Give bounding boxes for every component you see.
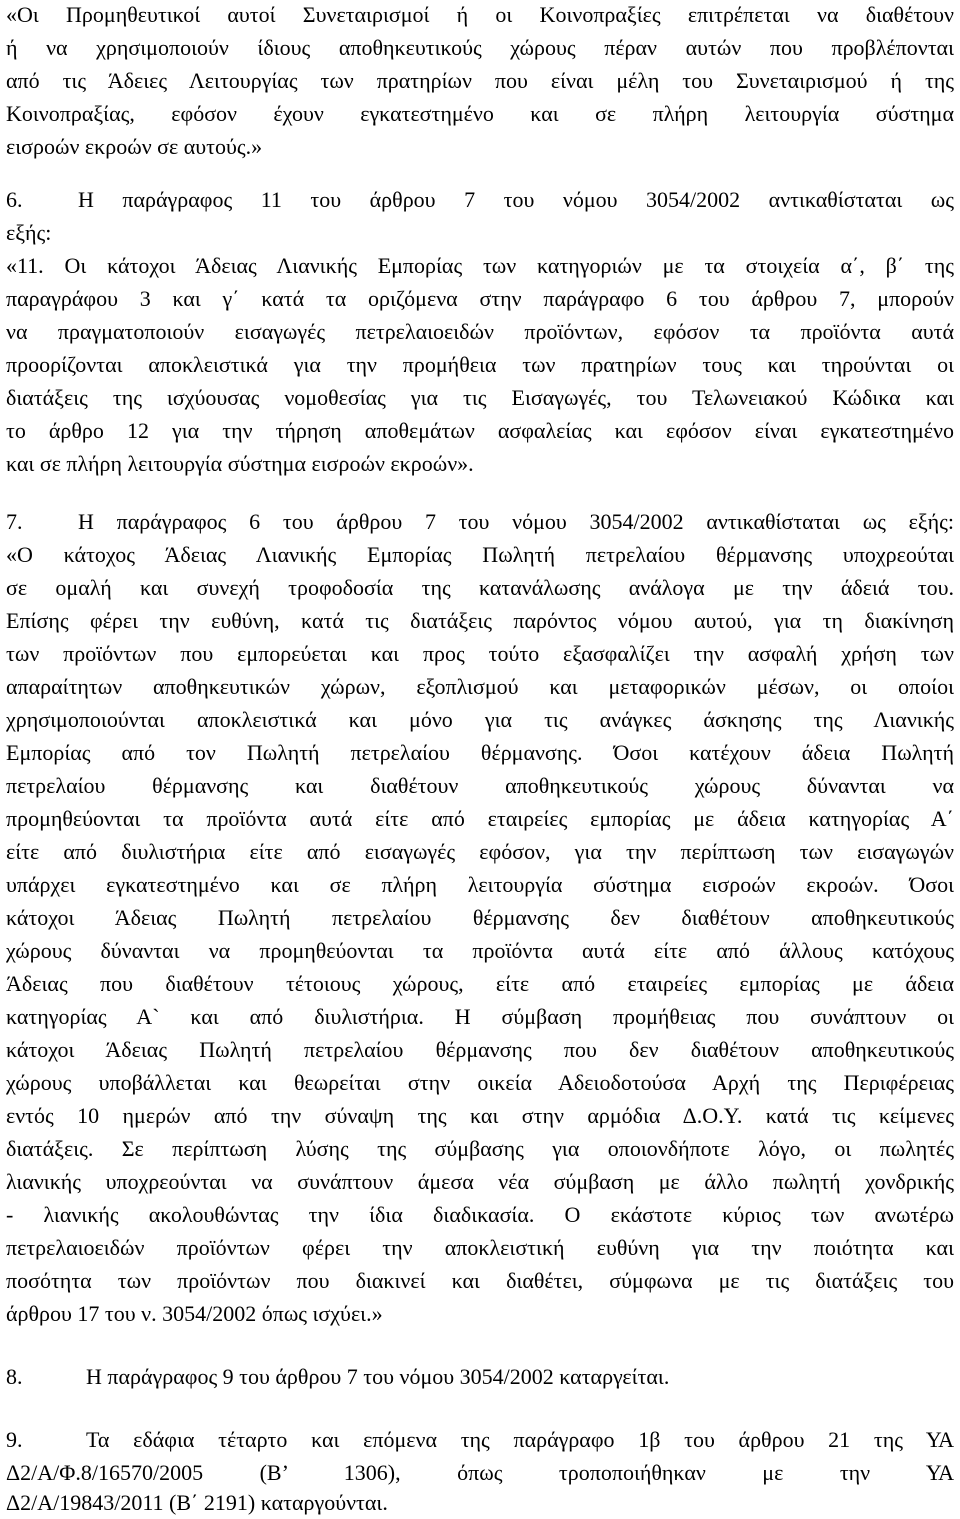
paragraph-line: εισροών εκροών σε αυτούς.» <box>6 134 263 159</box>
item-6-heading <box>6 185 954 215</box>
item-number: 9. <box>6 1427 23 1452</box>
paragraph-line: σε ομαλή και συνεχή τροφοδοσία της κατανάλωσης ανάλογα με την άδειά του. <box>6 575 954 600</box>
item-number: 6. <box>6 187 23 212</box>
item-text: Τα εδάφια τέταρτο και επόμενα της παράγραφο 1β του άρθρου 21 της ΥΑ <box>86 1427 954 1452</box>
paragraph-line: εξής: <box>6 220 52 245</box>
paragraph-line: το άρθρο 12 για την τήρηση αποθεμάτων ασφαλείας και εφόσον είναι εγκατεστημένο <box>6 418 954 443</box>
item-heading-text: Η παράγραφος 11 του άρθρου 7 του νόμου 3054/2002 αντικαθίσταται ως <box>78 187 954 212</box>
item-9-heading <box>6 1425 954 1455</box>
paragraph-line: κατηγορίας Α` και από διυλιστήρια. Η σύμβαση προμήθειας που συνάπτουν οι <box>6 1004 954 1029</box>
paragraph-line: διατάξεις. Σε περίπτωση λύσης της σύμβασης για οποιονδήποτε λόγο, οι πωλητές <box>6 1136 954 1161</box>
paragraph-line: κάτοχοι Άδειας Πωλητή πετρελαίου θέρμανσης που δεν διαθέτουν αποθηκευτικούς <box>6 1037 954 1062</box>
paragraph-line: άρθρου 17 του ν. 3054/2002 όπως ισχύει.» <box>6 1301 383 1326</box>
paragraph-line: και σε πλήρη λειτουργία σύστημα εισροών εκροών». <box>6 451 474 476</box>
paragraph-line: χρησιμοποιούνται αποκλειστικά και μόνο για τις ανάγκες άσκησης της Λιανικής <box>6 707 954 732</box>
item-number: 8. <box>6 1364 23 1389</box>
paragraph-line: χώρους υποβάλλεται και θεωρείται στην οικεία Αδειοδοτούσα Αρχή της Περιφέρειας <box>6 1070 954 1095</box>
paragraph-line: «11. Οι κάτοχοι Άδειας Λιανικής Εμπορίας των κατηγοριών με τα στοιχεία α΄, β΄ της <box>6 253 954 278</box>
paragraph-line: πετρελαιοειδών προϊόντων φέρει την αποκλειστική ευθύνη για την ποιότητα και <box>6 1235 954 1260</box>
paragraph-line: Κοινοπραξίας, εφόσον έχουν εγκατεστημένο και σε πλήρη λειτουργία σύστημα <box>6 101 954 126</box>
paragraph-line: «Ο κάτοχος Άδειας Λιανικής Εμπορίας Πωλητή πετρελαίου θέρμανσης υποχρεούται <box>6 542 954 567</box>
paragraph-line: Εμπορίας από τον Πωλητή πετρελαίου θέρμανσης. Όσοι κατέχουν άδεια Πωλητή <box>6 740 954 765</box>
item-8 <box>6 1362 954 1392</box>
item-number: 7. <box>6 509 23 534</box>
paragraph-line: Δ2/Α/Φ.8/16570/2005 (Β’ 1306), όπως τροποποιήθηκαν με την ΥΑ <box>6 1460 954 1485</box>
paragraph-line: διατάξεις της ισχύουσας νομοθεσίας για τις Εισαγωγές, του Τελωνειακού Κώδικα και <box>6 385 954 410</box>
paragraph-line: λιανικής υποχρεούνται να συνάπτουν άμεσα νέα σύμβαση με άλλο πωλητή χονδρικής <box>6 1169 954 1194</box>
paragraph-line: πετρελαίου θέρμανσης και διαθέτουν αποθηκευτικούς χώρους δύνανται να <box>6 773 954 798</box>
item-text: Η παράγραφος 9 του άρθρου 7 του νόμου 3054/2002 καταργείται. <box>86 1364 670 1389</box>
paragraph-line: των προϊόντων που εμπορεύεται και προς τούτο εξασφαλίζει την ασφαλή χρήση των <box>6 641 954 666</box>
paragraph-line: Επίσης φέρει την ευθύνη, κατά τις διατάξεις παρόντος νόμου αυτού, για τη διακίνηση <box>6 608 954 633</box>
paragraph-line: ποσότητα των προϊόντων που διακινεί και διαθέτει, σύμφωνα με τις διατάξεις του <box>6 1268 954 1293</box>
paragraph-line: υπάρχει εγκατεστημένο και σε πλήρη λειτουργία σύστημα εισροών εκροών. Όσοι <box>6 872 954 897</box>
paragraph-line: - λιανικής ακολουθώντας την ίδια διαδικασία. Ο εκάστοτε κύριος των ανωτέρω <box>6 1202 954 1227</box>
item-7-heading <box>6 507 954 537</box>
paragraph-line: από τις Άδειες Λειτουργίας των πρατηρίων που είναι μέλη του Συνεταιρισμού ή της <box>6 68 954 93</box>
paragraph-line: είτε από διυλιστήρια είτε από εισαγωγές εφόσον, για την περίπτωση των εισαγωγών <box>6 839 954 864</box>
paragraph-line: προμηθεύονται τα προϊόντα αυτά είτε από εταιρείες εμπορίας με άδεια κατηγορίας Α΄ <box>6 806 954 831</box>
paragraph-line: «Οι Προμηθευτικοί αυτοί Συνεταιρισμοί ή οι Κοινοπραξίες επιτρέπεται να διαθέτουν <box>6 2 954 27</box>
paragraph-line: ή να χρησιμοποιούν ίδιους αποθηκευτικούς χώρους πέραν αυτών που προβλέπονται <box>6 35 954 60</box>
item-heading-text: Η παράγραφος 6 του άρθρου 7 του νόμου 3054/2002 αντικαθίσταται ως εξής: <box>78 509 954 534</box>
paragraph-line: απαραίτητων αποθηκευτικών χώρων, εξοπλισμού και μεταφορικών μέσων, οι οποίοι <box>6 674 954 699</box>
paragraph-line: προορίζονται αποκλειστικά για την προμήθεια των πρατηρίων τους και τηρούνται οι <box>6 352 954 377</box>
paragraph-line: Δ2/Α/19843/2011 (Β΄ 2191) καταργούνται. <box>6 1490 388 1515</box>
paragraph-line: να πραγματοποιούν εισαγωγές πετρελαιοειδών προϊόντων, εφόσον τα προϊόντα αυτά <box>6 319 954 344</box>
paragraph-line: παραγράφου 3 και γ΄ κατά τα οριζόμενα στην παράγραφο 6 του άρθρου 7, μπορούν <box>6 286 954 311</box>
paragraph-line: Άδειας που διαθέτουν τέτοιους χώρους, είτε από εταιρείες εμπορίας με άδεια <box>6 971 954 996</box>
paragraph-line: εντός 10 ημερών από την σύναψη της και στην αρμόδια Δ.Ο.Υ. κατά τις κείμενες <box>6 1103 954 1128</box>
paragraph-line: χώρους δύνανται να προμηθεύονται τα προϊόντα αυτά είτε από άλλους κατόχους <box>6 938 954 963</box>
paragraph-line: κάτοχοι Άδειας Πωλητή πετρελαίου θέρμανσης δεν διαθέτουν αποθηκευτικούς <box>6 905 954 930</box>
